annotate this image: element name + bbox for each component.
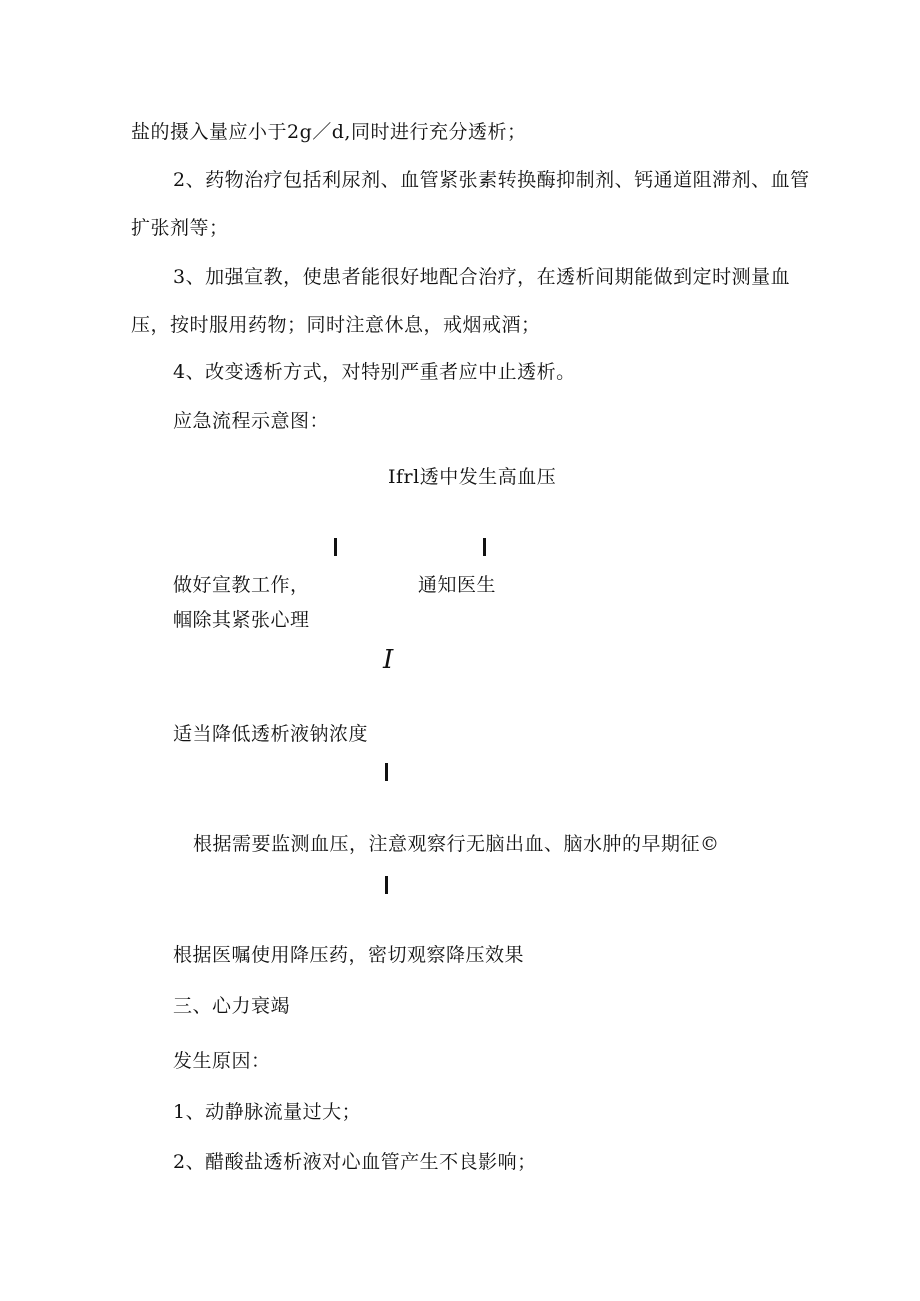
flowchart-heading: 应急流程示意图： — [173, 410, 330, 432]
flowchart-title: Ifrl透中发生高血压 — [388, 466, 557, 488]
paragraph-salt-intake: 盐的摄入量应小于2g／d,同时进行充分透析； — [131, 121, 527, 143]
cause-item-1: 1、动静脉流量过大； — [173, 1101, 362, 1123]
flow-connector-2 — [385, 763, 388, 781]
section-heading-heart-failure: 三、心力衰竭 — [173, 995, 291, 1017]
cause-label: 发生原因： — [173, 1050, 271, 1072]
flow-step-sodium: 适当降低透析液钠浓度 — [173, 723, 369, 745]
flow-left-step-line2: 帼除其紧张心理 — [173, 609, 310, 631]
paragraph-drug-therapy-cont: 扩张剂等； — [131, 217, 229, 239]
flow-left-step-line1: 做好宣教工作， — [173, 574, 310, 596]
flow-connector-italic: I — [383, 645, 394, 675]
flow-step-monitor: 根据需要监测血压，注意观察行无脑出血、脑水肿的早期征© — [193, 833, 720, 855]
flow-connector-right — [483, 538, 486, 556]
paragraph-education: 3、加强宣教，使患者能很好地配合治疗，在透析间期能做到定时测量血 — [173, 266, 791, 288]
paragraph-drug-therapy: 2、药物治疗包括利尿剂、血管紧张素转换酶抑制剂、钙通道阻滞剂、血管 — [173, 169, 810, 191]
cause-item-2: 2、醋酸盐透析液对心血管产生不良影响； — [173, 1151, 537, 1173]
flow-connector-3 — [385, 876, 388, 894]
paragraph-education-cont: 压，按时服用药物；同时注意休息，戒烟戒酒； — [131, 314, 541, 336]
flow-right-step: 通知医生 — [418, 574, 497, 596]
flow-step-medication: 根据医嘱使用降压药，密切观察降压效果 — [173, 944, 525, 966]
flow-connector-left — [334, 538, 337, 556]
paragraph-dialysis-mode: 4、改变透析方式，对特别严重者应中止透析。 — [173, 361, 576, 383]
